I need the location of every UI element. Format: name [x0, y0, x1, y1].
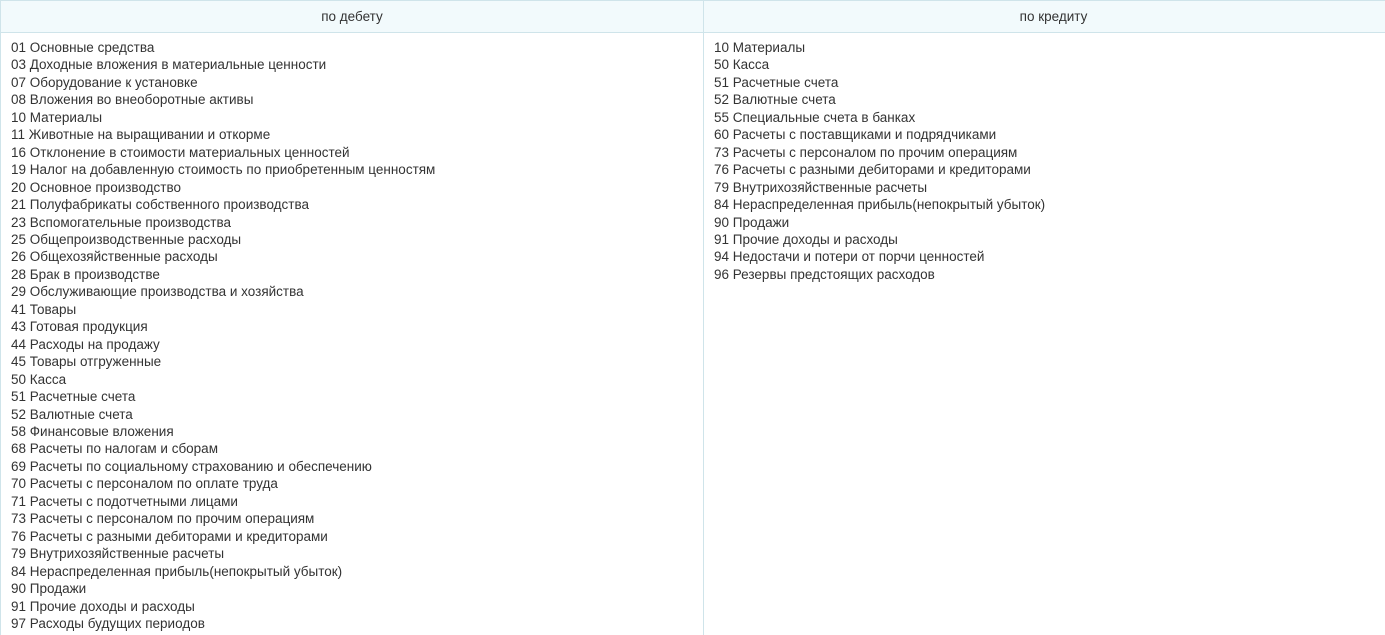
credit-account-item: 96 Резервы предстоящих расходов [714, 266, 935, 282]
debit-account-item: 07 Оборудование к установке [11, 74, 198, 90]
debit-account-item: 45 Товары отгруженные [11, 354, 162, 370]
credit-account-list [714, 39, 1385, 283]
debit-account-item: 44 Расходы на продажу [11, 336, 160, 352]
debit-account-item: 28 Брак в производстве [11, 266, 160, 282]
credit-account-item: 50 Касса [714, 57, 770, 73]
debit-account-item: 52 Валютные счета [11, 406, 133, 422]
table-header-row [1, 1, 1385, 33]
column-header-debit: по дебету [1, 1, 704, 33]
credit-account-item: 76 Расчеты с разными дебиторами и кредиторами [714, 162, 1031, 178]
credit-account-item: 90 Продажи [714, 214, 790, 230]
table-row [1, 33, 1385, 635]
credit-account-item: 79 Внутрихозяйственные расчеты [714, 179, 928, 195]
debit-cell [1, 33, 704, 635]
debit-account-item: 01 Основные средства [11, 40, 155, 55]
debit-account-item: 43 Готовая продукция [11, 319, 148, 335]
debit-account-item: 79 Внутрихозяйственные расчеты [11, 546, 225, 562]
credit-account-item: 52 Валютные счета [714, 92, 836, 108]
debit-account-item: 97 Расходы будущих периодов [11, 615, 205, 631]
credit-account-item: 73 Расчеты с персоналом по прочим операциям [714, 144, 1018, 160]
debit-account-item: 58 Финансовые вложения [11, 423, 174, 439]
credit-account-item: 10 Материалы [714, 40, 806, 55]
credit-account-item: 94 Недостачи и потери от порчи ценностей [714, 249, 985, 265]
credit-account-item: 84 Нераспределенная прибыль(непокрытый убыток) [714, 197, 1046, 213]
debit-account-item: 73 Расчеты с персоналом по прочим операциям [11, 511, 315, 527]
debit-account-item: 91 Прочие доходы и расходы [11, 598, 195, 614]
debit-account-item: 26 Общехозяйственные расходы [11, 249, 218, 265]
debit-account-item: 69 Расчеты по социальному страхованию и обеспечению [11, 458, 372, 474]
debit-account-item: 11 Животные на выращивании и откорме [11, 127, 271, 143]
debit-account-item: 51 Расчетные счета [11, 389, 136, 405]
debit-account-item: 16 Отклонение в стоимости материальных ценностей [11, 144, 350, 160]
table-body [1, 33, 1385, 635]
debit-account-item: 19 Налог на добавленную стоимость по приобретенным ценностям [11, 162, 436, 178]
debit-account-item: 41 Товары [11, 301, 77, 317]
debit-account-item: 20 Основное производство [11, 179, 182, 195]
table-head [1, 1, 1385, 33]
debit-account-item: 29 Обслуживающие производства и хозяйства [11, 284, 304, 300]
debit-account-item: 70 Расчеты с персоналом по оплате труда [11, 476, 278, 492]
debit-account-item: 03 Доходные вложения в материальные ценности [11, 57, 327, 73]
credit-account-item: 51 Расчетные счета [714, 74, 839, 90]
credit-account-item: 60 Расчеты с поставщиками и подрядчиками [714, 127, 997, 143]
debit-account-item: 68 Расчеты по налогам и сборам [11, 441, 218, 457]
column-header-credit: по кредиту [704, 1, 1385, 33]
debit-account-item: 76 Расчеты с разными дебиторами и кредиторами [11, 528, 328, 544]
debit-account-item: 10 Материалы [11, 109, 103, 125]
debit-account-item: 23 Вспомогательные производства [11, 214, 232, 230]
debit-account-list [11, 39, 695, 632]
debit-account-item: 08 Вложения во внеоборотные активы [11, 92, 254, 108]
debit-account-item: 90 Продажи [11, 581, 87, 597]
debit-account-item: 50 Касса [11, 371, 67, 387]
debit-account-item: 71 Расчеты с подотчетными лицами [11, 493, 238, 509]
credit-account-item: 91 Прочие доходы и расходы [714, 231, 898, 247]
debit-account-item: 25 Общепроизводственные расходы [11, 231, 242, 247]
credit-cell [704, 33, 1385, 635]
credit-account-item: 55 Специальные счета в банках [714, 109, 916, 125]
debit-account-item: 84 Нераспределенная прибыль(непокрытый убыток) [11, 563, 343, 579]
debit-account-item: 21 Полуфабрикаты собственного производства [11, 197, 309, 213]
